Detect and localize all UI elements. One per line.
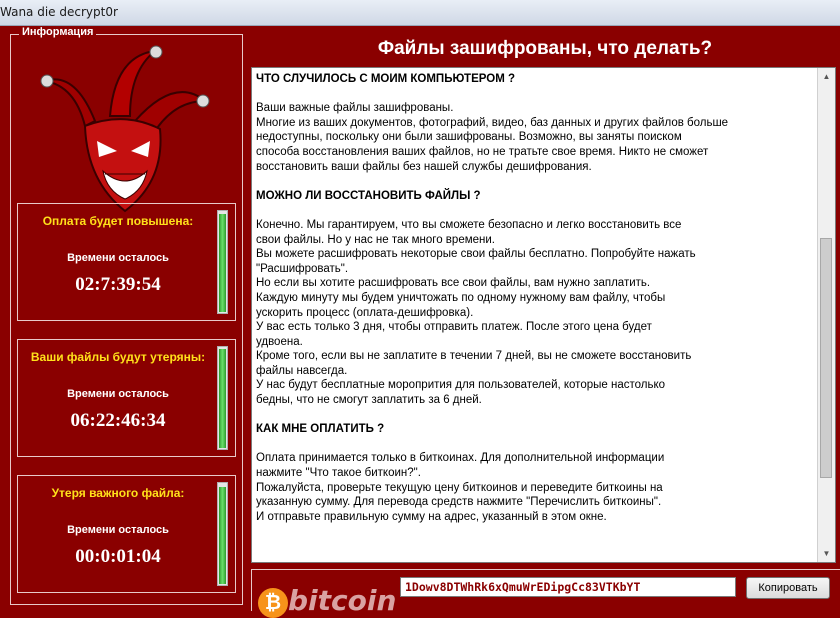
text-line: свои файлы. Но у нас не так много времени. [256,233,495,246]
text-line: Но если вы хотите расшифровать все свои файлы, вам нужно заплатить. [256,277,651,290]
text-line: недоступны, поскольку они были зашифрованы. Возможно, вы заняты поиском [256,131,682,144]
progress-fill [219,214,226,312]
timer-price-raise [17,203,236,321]
text-line: файлы навсегда. [256,364,348,377]
text-line: Конечно. Мы гарантируем, что вы сможете безопасно и легко восстановить все [256,218,682,231]
window-title: Wana die decrypt0r [0,5,118,19]
bitcoin-address-field[interactable]: 1Dowv8DTWhRk6xQmuWrEDipgCc83VTKbYT [400,577,736,597]
countdown: 00:0:01:04 [75,546,161,567]
section-title: КАК МНЕ ОПЛАТИТЬ ? [256,423,385,436]
scroll-thumb[interactable] [820,238,832,478]
timer-files-lost [17,339,236,457]
text-line: способа восстановления ваших файлов, но не тратьте свое время. Никто не сможет [256,145,709,158]
countdown: 06:22:46:34 [70,410,166,431]
text-line: Многие из ваших документов, фотографий, видео, баз данных и других файлов больше [256,116,729,129]
timer-title: Ваши файлы будут утеряны: [30,350,206,364]
timer-important-file [17,475,236,593]
text-line: Вы можете расшифровать некоторые свои файлы бесплатно. Попробуйте нажать [256,248,696,261]
timer-title: Оплата будет повышена: [42,214,194,228]
text-line: Каждую минуту мы будем уничтожать по одному нужному вам файлу, чтобы [256,291,666,304]
progress-bar [217,210,228,314]
copy-button[interactable]: Копировать [746,577,830,599]
text-line: указанную сумму. Для перевода средств нажмите "Перечислить биткоины". [256,496,662,509]
bitcoin-logo-text[interactable]: bitcoin [288,584,397,617]
text-line: Ваши важные файлы зашифрованы. [256,102,454,115]
main-heading: Файлы зашифрованы, что делать? [377,38,713,59]
text-line: Оплата принимается только в биткоинах. Для дополнительной информации [256,452,665,465]
text-line: ускорить процесс (оплата-дешифровка). [256,306,474,319]
timer-title: Утеря важного файла: [51,486,185,500]
text-line: И отправьте правильную сумму на адрес, указанный в этом окне. [256,510,607,523]
text-line: нажмите "Что такое биткоин?". [256,467,421,480]
text-line: удвоена. [256,335,303,348]
scroll-up-icon[interactable]: ▲ [822,72,831,81]
text-line: Кроме того, если вы не заплатите в течении 7 дней, вы не сможете восстановить [256,350,692,363]
progress-bar [217,482,228,586]
payment-panel [251,569,840,617]
progress-fill [219,487,226,584]
text-line: У вас есть только 3 дня, чтобы отправить платеж. После этого цена будет [256,321,652,334]
text-line: "Расшифровать". [256,262,349,275]
progress-bar [217,346,228,450]
progress-fill [219,349,226,448]
section-title: МОЖНО ЛИ ВОССТАНОВИТЬ ФАЙЛЫ ? [256,189,481,202]
time-left-label: Времени осталось [67,524,169,536]
instructions-content [256,72,816,539]
text-line: Пожалуйста, проверьте текущую цену биткоинов и переведите биткоины на [256,481,663,494]
section-title: ЧТО СЛУЧИЛОСЬ С МОИМ КОМПЬЮТЕРОМ ? [256,73,515,85]
vertical-scrollbar[interactable] [817,68,835,562]
instructions-textbox[interactable] [251,67,836,563]
title-bar[interactable] [0,0,840,26]
info-panel [10,26,243,605]
text-line: У нас будут бесплатные моропрития для пользователей, которые настолько [256,379,666,392]
bitcoin-icon[interactable]: ₿ [258,588,288,618]
section-body [256,451,816,524]
text-line: бедны, что не смогут заплатить за 6 дней. [256,394,482,407]
time-left-label: Времени осталось [67,388,169,400]
info-panel-label: Информация [19,26,96,38]
scroll-down-icon[interactable]: ▼ [822,549,831,558]
section-body [256,101,816,174]
section-body [256,218,816,408]
time-left-label: Времени осталось [67,252,169,264]
text-line: восстановить ваши файлы без нашей службы дешифрования. [256,160,592,173]
countdown: 02:7:39:54 [75,274,161,295]
